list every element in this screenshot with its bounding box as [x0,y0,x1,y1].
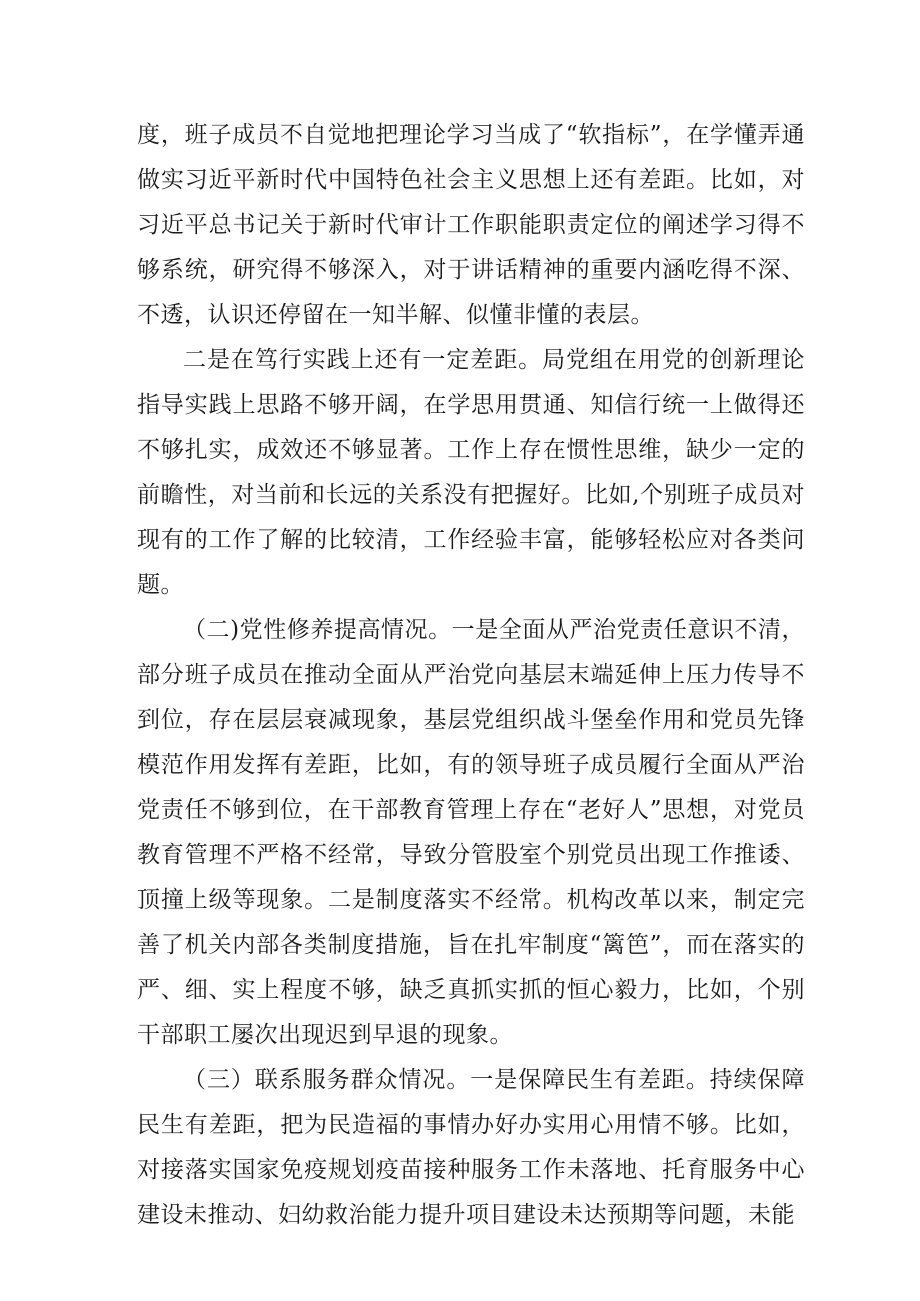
paragraph-3: （二)党性修养提高情况。一是全面从严治党责任意识不清，部分班子成员在推动全面从严治党向基层末端延伸上压力传导不到位，存在层层衰减现象，基层党组织战斗堡垒作用和党员先锋模范作用发挥有差距，比如，有的领导班子成员履行全面从严治党责任不够到位，在干部教育管理上存在“老好人”思想，对党员教育管理不严格不经常，导致分管股室个别党员出现工作推诿、顶撞上级等现象。二是制度落实不经常。机构改革以来，制定完善了机关内部各类制度措施，旨在扎牢制度“篱笆”，而在落实的严、细、实上程度不够，缺乏真抓实抓的恒心毅力，比如，个别干部职工屡次出现迟到早退的现象。 [137,617,805,1048]
paragraph-1: 度，班子成员不自觉地把理论学习当成了“软指标”，在学懂弄通做实习近平新时代中国特色社会主义思想上还有差距。比如，对习近平总书记关于新时代审计工作职能职责定位的阐述学习得不够系统，研究得不够深入，对于讲话精神的重要内涵吃得不深、不透，认识还停留在一知半解、似懂非懂的表层。 [137,122,805,328]
paragraph-2: 二是在笃行实践上还有一定差距。局党组在用党的创新理论指导实践上思路不够开阔，在学思用贯通、知信行统一上做得还不够扎实，成效还不够显著。工作上存在惯性思维，缺少一定的前瞻性，对当前和长远的关系没有把握好。比如,个别班子成员对现有的工作了解的比较清，工作经验丰富，能够轻松应对各类问题。 [137,347,805,598]
paragraph-4: （三）联系服务群众情况。一是保障民生有差距。持续保障民生有差距，把为民造福的事情办好办实用心用情不够。比如，对接落实国家免疫规划疫苗接种服务工作未落地、托育服务中心建设未推动、妇幼救治能力提升项目建设未达预期等问题，未能 [137,1067,805,1228]
document-body [137,113,805,1238]
